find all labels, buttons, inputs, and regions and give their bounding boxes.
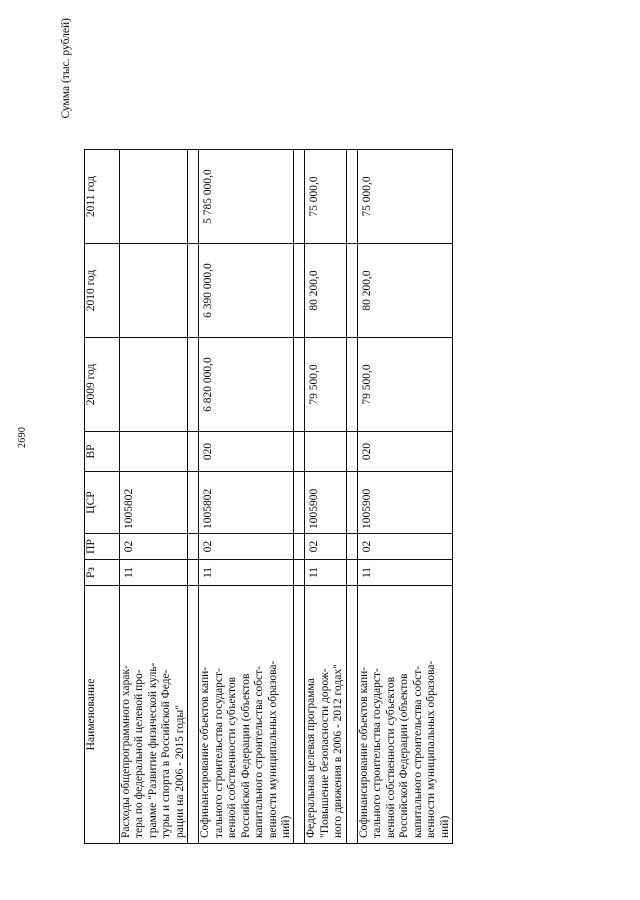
row-csr: 1005802 bbox=[199, 472, 294, 534]
row-pr: 02 bbox=[357, 534, 452, 560]
page-number: 2690 bbox=[17, 426, 28, 448]
row-year-2011: 75 000,0 bbox=[357, 150, 452, 244]
column-header-rz: Рз bbox=[85, 560, 120, 586]
row-year-2010: 80 200,0 bbox=[357, 244, 452, 338]
column-header-name: Наименование bbox=[85, 586, 120, 844]
column-header-year-2009: 2009 год bbox=[85, 338, 120, 432]
row-year-2009: 79 500,0 bbox=[305, 338, 346, 432]
row-vr: 020 bbox=[357, 432, 452, 472]
column-header-pr: ПР bbox=[85, 534, 120, 560]
row-rz: 11 bbox=[305, 560, 346, 586]
table-header-row bbox=[85, 150, 120, 844]
column-header-csr: ЦСР bbox=[85, 472, 120, 534]
row-vr: 020 bbox=[199, 432, 294, 472]
row-rz: 11 bbox=[357, 560, 452, 586]
row-pr: 02 bbox=[305, 534, 346, 560]
row-year-2011: 75 000,0 bbox=[305, 150, 346, 244]
row-year-2011 bbox=[120, 150, 188, 244]
table-row bbox=[120, 150, 188, 844]
row-vr bbox=[120, 432, 188, 472]
budget-table bbox=[84, 149, 453, 844]
row-year-2010: 6 390 000,0 bbox=[199, 244, 294, 338]
row-pr: 02 bbox=[120, 534, 188, 560]
row-spacer bbox=[294, 150, 305, 844]
row-spacer bbox=[346, 150, 357, 844]
row-csr: 1005900 bbox=[357, 472, 452, 534]
row-rz: 11 bbox=[199, 560, 294, 586]
row-csr: 1005900 bbox=[305, 472, 346, 534]
row-year-2009: 6 820 000,0 bbox=[199, 338, 294, 432]
sum-caption: Сумма (тыс. рублей) bbox=[60, 18, 72, 119]
row-year-2009: 79 500,0 bbox=[357, 338, 452, 432]
table-header bbox=[85, 150, 120, 844]
row-year-2010 bbox=[120, 244, 188, 338]
row-pr: 02 bbox=[199, 534, 294, 560]
row-year-2011: 5 785 000,0 bbox=[199, 150, 294, 244]
column-header-year-2010: 2010 год bbox=[85, 244, 120, 338]
row-year-2009 bbox=[120, 338, 188, 432]
column-header-vr: ВР bbox=[85, 432, 120, 472]
column-header-year-2011: 2011 год bbox=[85, 150, 120, 244]
row-vr bbox=[305, 432, 346, 472]
table-body bbox=[120, 150, 453, 844]
table-row bbox=[199, 150, 294, 844]
row-csr: 1005802 bbox=[120, 472, 188, 534]
row-rz: 11 bbox=[120, 560, 188, 586]
row-name: Софинансирование объектов капи- тального строительства государст- венной собственности субъектов Российской Федерации (объектов капитального строительства собст- венности муниципальных образова- ний) bbox=[199, 586, 294, 844]
table-row bbox=[357, 150, 452, 844]
row-name: Софинансирование объектов капи- тального строительства государст- венной собственности субъектов Российской Федерации (объектов капитального строительства собст- венности муниципальных образова- ний) bbox=[357, 586, 452, 844]
row-year-2010: 80 200,0 bbox=[305, 244, 346, 338]
row-name: Федеральная целевая программа "Повышение безопасности дорож- ного движения в 2006 - 2012 годах" bbox=[305, 586, 346, 844]
table-row bbox=[305, 150, 346, 844]
row-spacer bbox=[188, 150, 199, 844]
row-name: Расходы общепрограммного харак- тера по федеральной целевой про- грамме "Развитие физической куль- туры и спорта в Российской Феде- рации на 2006 - 2015 годы" bbox=[120, 586, 188, 844]
